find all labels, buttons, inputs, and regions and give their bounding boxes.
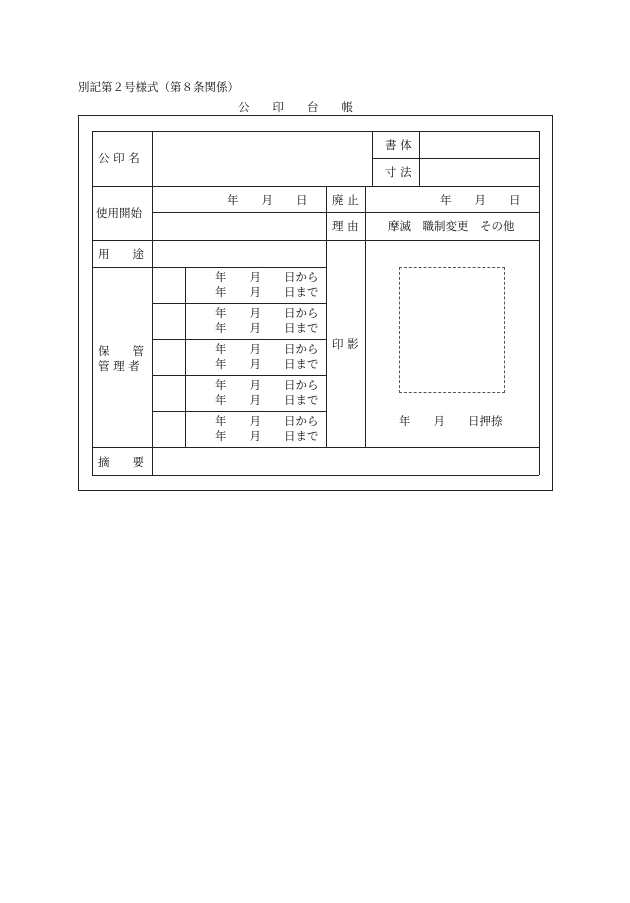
row-divider-period-2 — [152, 339, 326, 340]
column-divider-date — [326, 186, 327, 447]
period-1-to: 年 月 日まで — [215, 285, 319, 299]
label-reason: 理 由 — [332, 219, 359, 233]
abolish-date: 年 月 日 — [440, 193, 521, 207]
label-use-start: 使用開始 — [96, 206, 142, 220]
stamp-date: 年 月 日押捺 — [399, 414, 503, 428]
label-seal-name: 公 印 名 — [98, 151, 140, 165]
label-custodian-line2: 管 理 者 — [98, 359, 140, 373]
period-3-to: 年 月 日まで — [215, 357, 319, 371]
label-font-style: 書 体 — [385, 138, 412, 152]
reason-options: 摩滅 職制変更 その他 — [388, 219, 515, 233]
row-divider-reason — [92, 240, 539, 241]
column-divider-abolish-label — [365, 186, 366, 447]
table-border-bottom — [92, 475, 539, 476]
table-border-right — [539, 131, 540, 475]
column-divider-seal-name — [372, 131, 373, 186]
column-divider-font-label — [419, 131, 420, 186]
table-border-left — [92, 131, 93, 475]
seal-impression-box — [399, 267, 505, 393]
row-divider-use-start — [152, 212, 539, 213]
row-divider-font-dimensions — [372, 158, 539, 159]
label-abolished: 廃 止 — [332, 193, 359, 207]
label-custodian-line1: 保 管 — [98, 344, 144, 358]
label-purpose: 用 途 — [98, 247, 144, 261]
row-divider-period-4 — [152, 411, 326, 412]
period-2-to: 年 月 日まで — [215, 321, 319, 335]
label-dimensions: 寸 法 — [385, 165, 412, 179]
period-1-from: 年 月 日から — [215, 270, 319, 284]
row-divider-period-1 — [152, 303, 326, 304]
row-divider-purpose — [92, 267, 326, 268]
period-4-from: 年 月 日から — [215, 378, 319, 392]
period-4-to: 年 月 日まで — [215, 393, 319, 407]
column-divider-custodian-name — [185, 267, 186, 447]
label-seal-impression: 印 影 — [332, 337, 359, 351]
row-divider-seal-name — [92, 186, 539, 187]
row-divider-custodian — [92, 447, 539, 448]
row-divider-period-3 — [152, 375, 326, 376]
form-title: 公 印 台 帳 — [238, 100, 353, 114]
period-5-from: 年 月 日から — [215, 414, 319, 428]
period-5-to: 年 月 日まで — [215, 429, 319, 443]
column-divider-label — [152, 131, 153, 475]
label-summary: 摘 要 — [98, 455, 144, 469]
form-heading: 別記第２号様式（第８条関係） — [78, 80, 239, 94]
use-start-date: 年 月 日 — [227, 193, 308, 207]
period-2-from: 年 月 日から — [215, 306, 319, 320]
table-border-top — [92, 131, 539, 132]
period-3-from: 年 月 日から — [215, 342, 319, 356]
